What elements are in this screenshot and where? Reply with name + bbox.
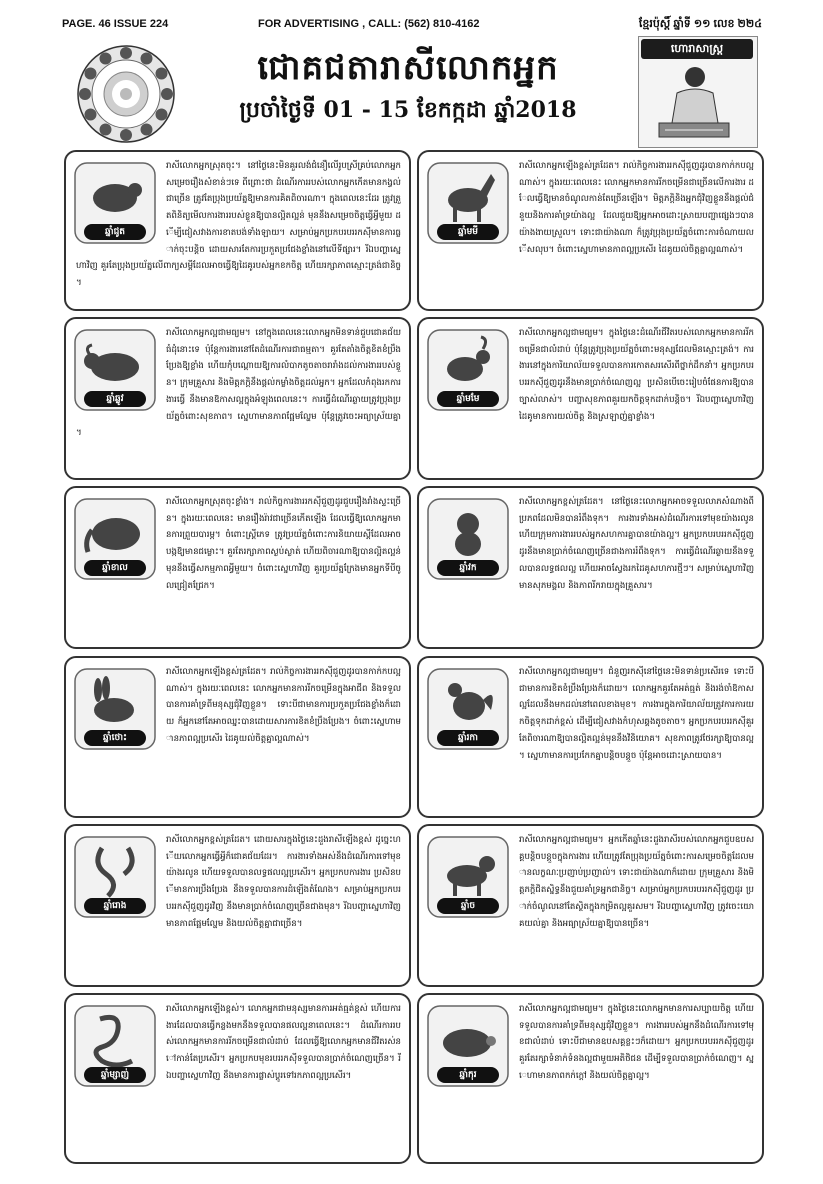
horoscope-text: រាសីលោកអ្នកឡើងខ្ពស់ត្រដែត។ រាល់កិច្ចការងាររកស៊ីជួញដូរបានកាក់កបល្អណាស់។ ក្នុងរយៈពេលនេះ លោកអ្នកមានការរីកចម្រើនក្នុងអាជីព និងទទួលបានការគាំទ្រពីមនុស្សជុំវិញខ្លួន។ ទោះបីជាមានការប្រកួតប្រជែងខ្លាំងក៏ដោយ ក៏អ្នកនៅតែអាចឈ្នះបានដោយសារការខិតខំប្រឹងប្រែង។ ចំពោះស្នេហាមានភាពល្អប្រសើរ ដៃគូយល់ចិត្តគ្នាល្អណាស់។ [166,667,401,744]
sign-name: ឆ្នាំរកា [437,730,499,746]
sign-name: ឆ្នាំខាល [84,560,146,576]
horoscope-text: រាសីលោកអ្នកល្អជាមធ្យម។ ជំនួញរកស៊ីនៅថ្ងៃនេះមិនទាន់ប្រសើរទេ ទោះបីជាមានការខិតខំប្រឹងប្រែងក៏ដោយ។ លោកអ្នកគួរតែអត់ធ្មត់ និងរង់ចាំឱកាសល្អដែលនឹងមកដល់នៅពេលខាងមុខ។ ការងារក្នុងការិយាល័យត្រូវការការយកចិត្តទុកដាក់ខ្ពស់ ដើម្បីជៀសវាងកំហុសឆ្គងតូចតាច។ អ្នកប្រកបរបររកស៊ីគួរតែពិចារណាឱ្យបានល្អិតល្អន់មុននឹងវិនិយោគ។ សុខភាពត្រូវថែរក្សាឱ្យបានល្អ។ ស្នេហាមានការប្រកែកគ្នាបន្តិចបន្តួច ប៉ុន្តែអាចដោះស្រាយបាន។ [519,667,754,761]
astrologer-illustration [638,36,758,148]
date-range-subtitle: ប្រចាំថ្ងៃទី 01 - 15 ខែកក្កដា ឆ្នាំ2018 [239,97,577,123]
horoscope-text: រាសីលោកអ្នកខ្ពស់ត្រដែត។ នៅថ្ងៃនេះលោកអ្នកអាចទទួលលាភសំណាងពីប្រភពដែលមិនបានរំពឹងទុក។ ការងារទាំងអស់ដំណើរការទៅមុខយ៉ាងរលូន ហើយក្រុមការងាររបស់អ្នកសហការគ្នាបានយ៉ាងល្អ។ អ្នកប្រកបរបររកស៊ីជួញដូរនឹងមានប្រាក់ចំណេញច្រើនជាងការរំពឹងទុក។ ការធ្វើដំណើរឆ្ងាយនឹងទទួលបានលទ្ធផលល្អ ហើយអាចស្វែងរកដៃគូសហការថ្មីៗ។ សម្រាប់ស្នេហាវិញ មានសុភមង្គល និងភាពរីករាយក្នុងគ្រួសារ។ [519,497,754,591]
sign-name: ឆ្នាំមមី [437,224,499,240]
horoscope-text: រាសីលោកអ្នកស្រុតចុះ។ នៅថ្ងៃនេះមិនគួរលង់ជំនឿលើរូបស្រីគ្រប់លោកអ្នកសម្រេចរឿងសំខាន់ៗទេ ពីព្រោះថា ដំណើរការរបស់លោកអ្នកកើតមានកង្វល់ជាច្រើន ត្រូវតែប្រុងប្រយ័ត្នឱ្យមានការគិតពិចារណា។ ក្នុងពេលនេះដែរ ត្រូវត្រួតពិនិត្យមើលការងាររបស់ខ្លួនឱ្យបានល្អិតល្អន់ មុននឹងសម្រេចចិត្តធ្វើអ្វីមួយ ដើម្បីជៀសវាងការខាតបង់ទាំងឡាយ។ សម្រាប់អ្នកប្រកបរបររកស៊ីមានការធ្លាក់ចុះបន្តិច ដោយសារតែការប្រកួតប្រជែងខ្លាំងនៅលើទីផ្សារ។ រីឯបញ្ហាស្នេហាវិញ គួរតែប្រុងប្រយ័ត្នលើពាក្យសម្ដីដែលអាចធ្វើឱ្យដៃគូរបស់អ្នកខកចិត្ត ហើយរក្សាភាពស្មោះត្រង់ជានិច្ច។ [76,161,401,288]
sign-name: ឆ្នាំកុរ [437,1067,499,1083]
sign-name: ឆ្នាំរោង [84,898,146,914]
zodiac-card-monkey [417,486,764,649]
astrologer-figure-icon [639,59,755,145]
page-issue-number: PAGE. 46 ISSUE 224 [62,18,169,30]
sign-name: ឆ្នាំមមែ [437,391,499,407]
zodiac-card-rat [64,150,411,311]
horoscope-text: រាសីលោកអ្នកខ្ពស់ត្រដែត។ ដោយសារក្នុងថ្ងៃនេះដួងរាសីឡើងខ្ពស់ ដូច្នេះហើយលោកអ្នកធ្វើអ្វីក៏ជោគជ័យដែរ។ ការងារទាំងអស់នឹងដំណើរការទៅមុខយ៉ាងរលូន ហើយទទួលបានលទ្ធផលល្អប្រសើរ។ អ្នកប្រកបការងារ ប្រសិនបើមានការប្រឹងប្រែង នឹងទទួលបានការដំឡើងតំណែង។ សម្រាប់អ្នកប្រកបរបររកស៊ីជួញដូរវិញ នឹងមានប្រាក់ចំណេញច្រើនជាងមុន។ រីឯបញ្ហាស្នេហាវិញ មានភាពផ្អែមល្ហែម និងយល់ចិត្តគ្នាជាច្រើន។ [166,835,401,929]
zodiac-card-rabbit [64,656,411,818]
page-header [62,14,762,34]
sign-name: ឆ្នាំម្សាញ់ [84,1067,146,1083]
astrologer-label: ហោរាសាស្ត្រ [641,39,753,59]
sign-name: ឆ្នាំច [437,898,499,914]
zodiac-card-rooster [417,656,764,818]
sign-name: ឆ្នាំថោះ [84,730,146,746]
newspaper-issue-label: ខ្មែរប៉ុស្តិ៍ ឆ្នាំទី ១១ លេខ ២២៤ [638,18,762,30]
page-title: ជោគជតារាសីលោកអ្នក [257,48,559,88]
horoscope-text: រាសីលោកអ្នកល្អជាមធ្យម។ នៅក្នុងពេលនេះលោកអ្នកមិនទាន់ជួបជោគជ័យធំដុំនោះទេ ប៉ុន្តែការងារនៅតែដំណើរការជាធម្មតា។ គួរតែតាំងចិត្តខិតខំប្រឹងប្រែងឱ្យខ្លាំង ហើយកុំបណ្តោយឱ្យការលំបាកតូចតាចរារាំងដល់ការងាររបស់ខ្លួន។ ក្រុមគ្រួសារ និងមិត្តភក្តិនឹងផ្តល់កម្លាំងចិត្តដល់អ្នក។ អ្នកដែលកំពុងរកការងារធ្វើ នឹងមានឱកាសល្អក្នុងអំឡុងពេលនេះ។ ការធ្វើដំណើរឆ្ងាយត្រូវប្រុងប្រយ័ត្នចំពោះសុខភាព។ ស្នេហាមានភាពផ្អែមល្ហែម ប៉ុន្តែត្រូវចេះអធ្យាស្រ័យគ្នា។ [76,328,401,439]
sign-name: ឆ្នាំជូត [84,224,146,240]
zodiac-card-goat [417,317,764,480]
horoscope-text: រាសីលោកអ្នកស្រុតចុះខ្លាំង។ រាល់កិច្ចការងាររកស៊ីជួញដូរជួបរឿងរាំងស្ទះច្រើន។ ក្នុងរយៈពេលនេះ មានរឿងរ៉ាវជាច្រើនកើតឡើង ដែលធ្វើឱ្យលោកអ្នកមានការព្រួយបារម្ភ។ ចំពោះស្ត្រីភេទ ត្រូវប្រយ័ត្នចំពោះការនិយាយស្តីដែលអាចបង្កឱ្យមានជម្លោះ។ គួរតែរក្សាភាពស្ងប់ស្ងាត់ ហើយពិចារណាឱ្យបានល្អិតល្អន់មុននឹងធ្វើសកម្មភាពអ្វីមួយ។ ចំពោះស្នេហាវិញ គួរប្រយ័ត្នក្រែងមានអ្នកទីបីចូលជ្រៀតជ្រែក។ [166,497,401,591]
zodiac-card-ox [64,317,411,480]
horoscope-text: រាសីលោកអ្នកល្អជាមធ្យម។ ក្នុងថ្ងៃនេះដំណើរជីវិតរបស់លោកអ្នកមានការរីកចម្រើនជាលំដាប់ ប៉ុន្តែត្រូវប្រុងប្រយ័ត្នចំពោះមនុស្សដែលមិនស្មោះត្រង់។ ការងារនៅក្នុងការិយាល័យទទួលបានការកោតសរសើរពីថ្នាក់ដឹកនាំ។ អ្នកប្រកបរបររកស៊ីជួញដូរនឹងមានប្រាក់ចំណេញល្អ ប្រសិនបើចេះរៀបចំផែនការឱ្យបានច្បាស់លាស់។ បញ្ហាសុខភាពគួរយកចិត្តទុកដាក់បន្តិច។ រីឯបញ្ហាស្នេហាវិញ ដៃគូមានការយល់ចិត្ត និងស្រឡាញ់គ្នាខ្លាំង។ [519,328,754,422]
zodiac-card-dog [417,824,764,987]
zodiac-wheel-image [76,44,176,144]
horoscope-text: រាសីលោកអ្នកល្អជាមធ្យម។ អ្នកកើតឆ្នាំនេះដួងរាសីរបស់លោកអ្នកជួបឧបសគ្គបន្តិចបន្តួចក្នុងការងារ ហើយត្រូវតែប្រុងប្រយ័ត្នចំពោះការសម្រេចចិត្តដែលមានលក្ខណៈប្រញាប់ប្រញាល់។ ទោះជាយ៉ាងណាក៏ដោយ ក្រុមគ្រួសារ និងមិត្តភក្តិជិតស្និទ្ធនឹងជួយគាំទ្រអ្នកជានិច្ច។ សម្រាប់អ្នកប្រកបរបររកស៊ីជួញដូរ ប្រាក់ចំណូលនៅតែស្ថិតក្នុងកម្រិតល្អគួរសម។ រីឯបញ្ហាស្នេហាវិញ ត្រូវចេះយោគយល់គ្នា និងអធ្យាស្រ័យគ្នាឱ្យបានច្រើន។ [519,835,754,929]
horoscope-text: រាសីលោកអ្នកល្អជាមធ្យម។ ក្នុងថ្ងៃនេះលោកអ្នកមានការសប្បាយចិត្ត ហើយទទួលបានការគាំទ្រពីមនុស្សជុំវិញខ្លួន។ ការងាររបស់អ្នកនឹងដំណើរការទៅមុខជាលំដាប់ ទោះបីជាមានឧបសគ្គខ្លះៗក៏ដោយ។ អ្នកប្រកបរបររកស៊ីជួញដូរគួរតែរក្សាទំនាក់ទំនងល្អជាមួយអតិថិជន ដើម្បីទទួលបានប្រាក់ចំណេញ។ ស្នេហាមានភាពកក់ក្ដៅ និងយល់ចិត្តគ្នាល្អ។ [519,1004,754,1081]
horoscope-text: រាសីលោកអ្នកឡើងខ្ពស់។ លោកអ្នកជាមនុស្សមានការអត់ធ្មត់ខ្ពស់ ហើយការងារដែលបានធ្វើកន្លងមកនឹងទទួលបានផលល្អនាពេលនេះ។ ដំណើរការរបស់លោកអ្នកមានការរីកចម្រើនជាលំដាប់ ដែលធ្វើឱ្យលោកអ្នកមានជីវិតរស់នៅកាន់តែប្រសើរ។ អ្នកប្រកបមុខរបររកស៊ីទទួលបានប្រាក់ចំណេញច្រើន។ រីឯបញ្ហាស្នេហាវិញ នឹងមានការផ្លាស់ប្តូរទៅរកភាពល្អប្រសើរ។ [166,1004,401,1081]
zodiac-card-pig [417,993,764,1164]
sign-name: ឆ្នាំវក [437,560,499,576]
zodiac-card-dragon [64,824,411,987]
zodiac-card-snake [64,993,411,1164]
sign-name: ឆ្នាំឆ្លូវ [84,391,146,407]
zodiac-card-tiger [64,486,411,649]
zodiac-card-horse [417,150,764,311]
advertising-contact: FOR ADVERTISING , CALL: (562) 810-4162 [258,18,480,30]
page-title-block [190,44,626,144]
horoscope-text: រាសីលោកអ្នកឡើងខ្ពស់ត្រដែត។ រាល់កិច្ចការងាររកស៊ីជួញដូរបានកាក់កបល្អណាស់។ ក្នុងរយៈពេលនេះ លោកអ្នកមានការរីកចម្រើនជាច្រើនលើការងារ ដែលធ្វើឱ្យមានចំណូលកាន់តែច្រើនឡើង។ មិត្តភក្តិនិងអ្នកជុំវិញខ្លួននឹងផ្តល់ជំនួយនិងការគាំទ្រយ៉ាងល្អ ដែលជួយឱ្យអ្នកអាចដោះស្រាយបញ្ហាផ្សេងៗបានយ៉ាងងាយស្រួល។ ទោះជាយ៉ាងណា ក៏ត្រូវប្រុងប្រយ័ត្នចំពោះការចំណាយលើសលុប។ ចំពោះស្នេហាមានភាពល្អប្រសើរ ដៃគូយល់ចិត្តគ្នាល្អណាស់។ [519,161,754,255]
